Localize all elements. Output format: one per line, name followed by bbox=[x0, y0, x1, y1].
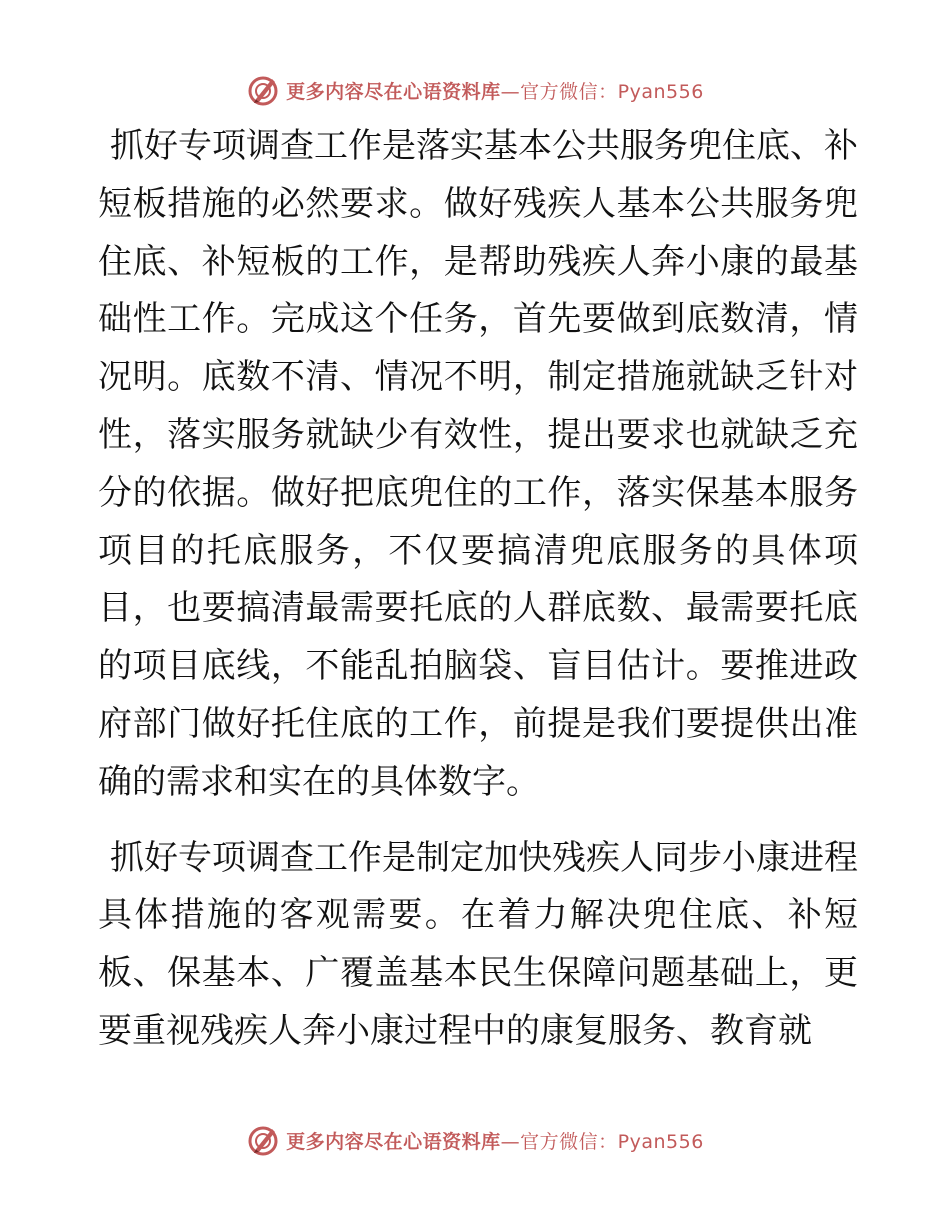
pen-logo-icon bbox=[246, 73, 280, 107]
document-body bbox=[98, 118, 858, 1061]
footer-banner-separator: — bbox=[500, 1130, 521, 1153]
footer-banner-text bbox=[286, 1127, 704, 1154]
header-banner-text bbox=[286, 77, 704, 104]
footer-banner-main: 更多内容尽在心语资料库 bbox=[286, 1130, 501, 1153]
header-banner-separator: — bbox=[500, 80, 521, 103]
paragraph-1: 抓好专项调查工作是落实基本公共服务兜住底、补短板措施的必然要求。做好残疾人基本公共服务兜住底、补短板的工作，是帮助残疾人奔小康的最基础性工作。完成这个任务，首先要做到底数清，情况明。底数不清、情况不明，制定措施就缺乏针对性，落实服务就缺少有效性，提出要求也就缺乏充分的依据。做好把底兜住的工作，落实保基本服务项目的托底服务，不仅要搞清兜底服务的具体项目，也要搞清最需要托底的人群底数、最需要托底的项目底线，不能乱拍脑袋、盲目估计。要推进政府部门做好托住底的工作，前提是我们要提供出准确的需求和实在的具体数字。 bbox=[98, 126, 858, 802]
header-banner-main: 更多内容尽在心语资料库 bbox=[286, 80, 501, 103]
footer-banner-wechat: 官方微信：Pyan556 bbox=[520, 1130, 704, 1153]
header-watermark-banner bbox=[0, 70, 950, 110]
footer-watermark-banner bbox=[0, 1120, 950, 1160]
paragraph-2: 抓好专项调查工作是制定加快残疾人同步小康进程具体措施的客观需要。在着力解决兜住底、补短板、保基本、广覆盖基本民生保障问题基础上，更要重视残疾人奔小康过程中的康复服务、教育就 bbox=[98, 837, 858, 1051]
header-banner-wechat: 官方微信：Pyan556 bbox=[520, 80, 704, 103]
pen-logo-icon bbox=[246, 1123, 280, 1157]
